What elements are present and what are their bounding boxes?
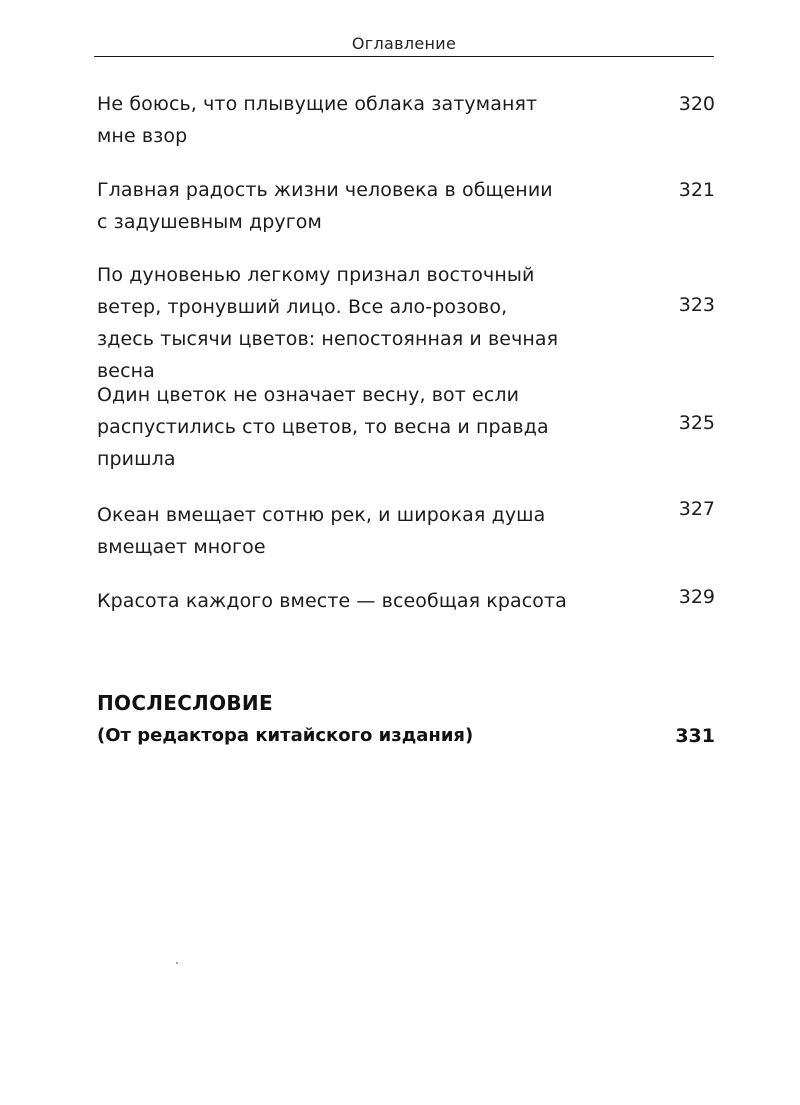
toc-entry-page: 323 (678, 294, 715, 316)
header-rule (94, 56, 714, 57)
toc-entry[interactable] (97, 499, 715, 563)
afterword-entry[interactable] (97, 687, 715, 753)
afterword-page: 331 (675, 725, 715, 747)
toc-entry[interactable] (97, 379, 715, 475)
toc-entry-title: По дуновенью легкому признал восточный ветер, тронувший лицо. Все ало-розово, здесь тысячи цветов: непостоянная и вечная весна (97, 264, 559, 382)
toc-entry-title: Главная радость жизни человека в общении с задушевным другом (97, 179, 553, 233)
afterword-subtitle: (От редактора китайского издания) (97, 725, 474, 746)
toc-entry-page: 329 (678, 586, 715, 608)
toc-entry-title: Один цветок не означает весну, вот если распустились сто цветов, то весна и правда пришла (97, 384, 549, 470)
running-head: Оглавление (351, 34, 457, 53)
toc-entry-title: Океан вмещает сотню рек, и широкая душа вмещает многое (97, 504, 546, 558)
toc-entry[interactable] (97, 174, 715, 238)
toc-entry[interactable] (97, 259, 715, 387)
toc-entry-page: 327 (678, 498, 715, 520)
scan-speck (176, 962, 178, 964)
toc-entry-title: Не боюсь, что плывущие облака затуманят мне взор (97, 93, 538, 147)
toc-entry[interactable] (97, 88, 715, 152)
toc-entry-title: Красота каждого вместе — всеобщая красота (97, 590, 567, 612)
toc-entry-page: 325 (678, 412, 715, 434)
toc-entry-page: 320 (678, 93, 715, 115)
toc-entry-page: 321 (678, 179, 715, 201)
toc-entry[interactable] (97, 585, 715, 617)
afterword-title: ПОСЛЕСЛОВИЕ (97, 691, 273, 715)
